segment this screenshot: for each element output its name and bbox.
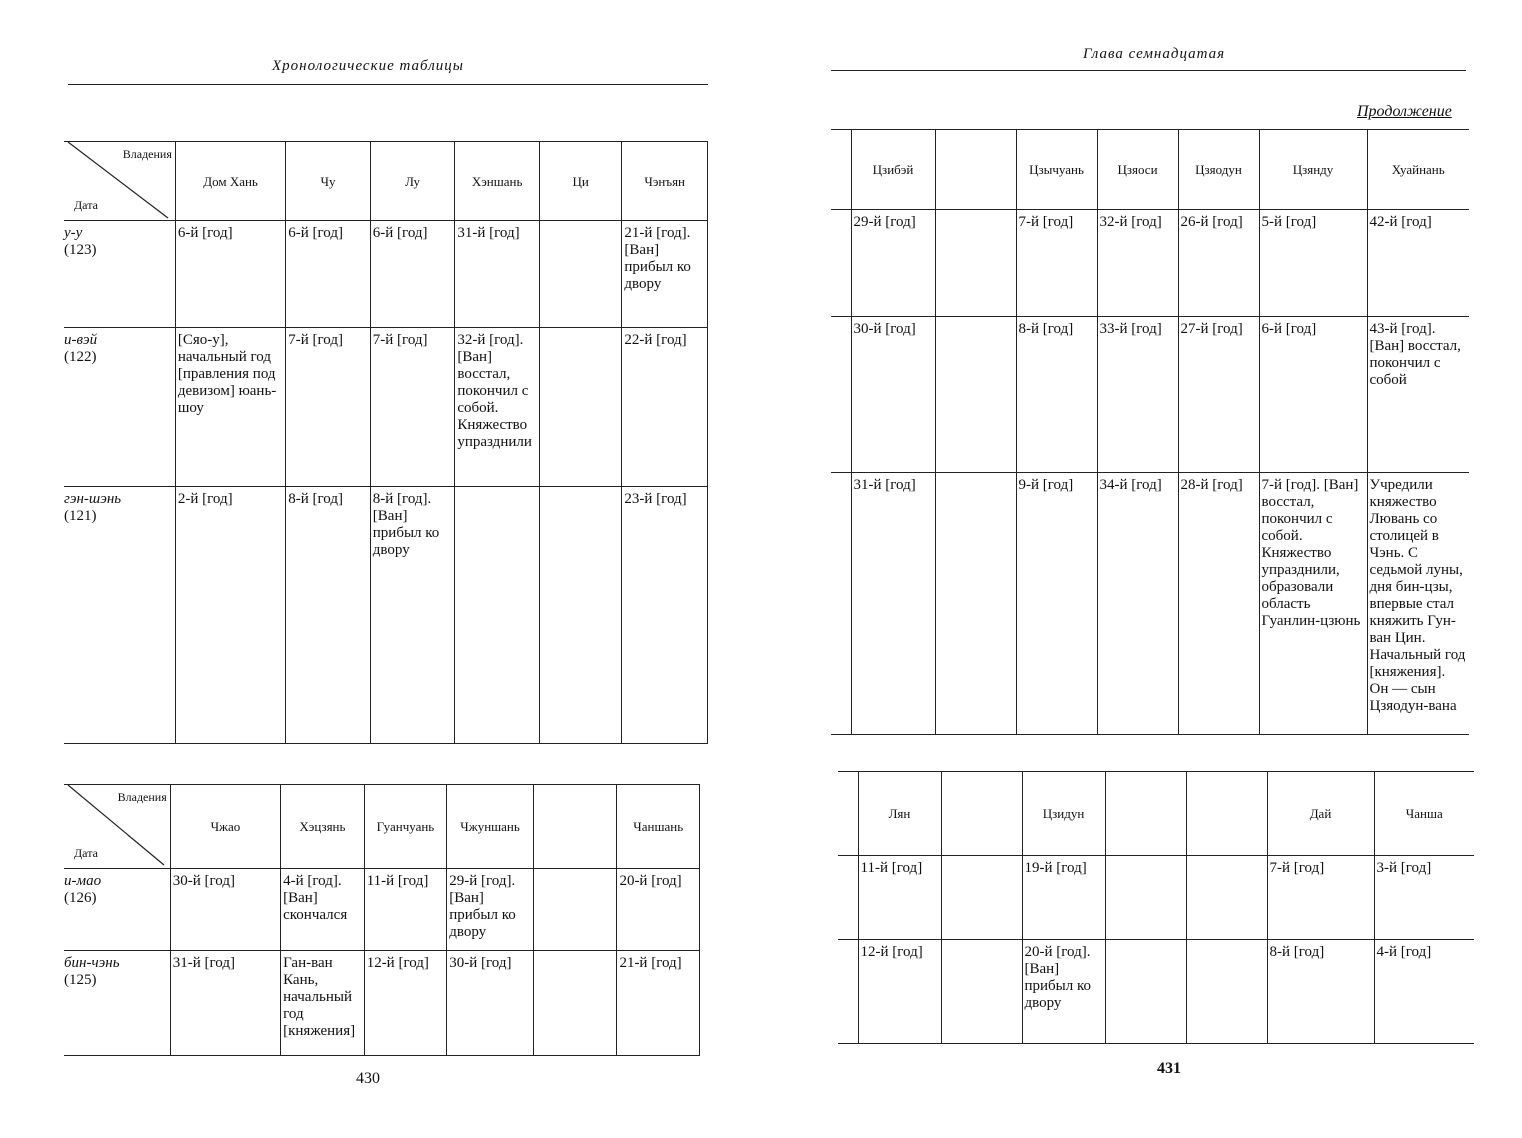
table-cell: 9-й [год]: [1016, 473, 1097, 735]
header-rule: [831, 70, 1466, 71]
column-header: Дай: [1267, 772, 1374, 856]
column-header: Цзычуань: [1016, 130, 1097, 210]
page-number: 430: [356, 1070, 380, 1087]
table-cell: [533, 951, 617, 1056]
table-row: [831, 317, 1469, 473]
table-row: [64, 869, 700, 951]
table-header-row: [831, 130, 1469, 210]
table-cell: 32-й [год]. [Ван] восстал, покончил с собой. Княжество упразднили: [455, 328, 540, 487]
table-cell: 20-й [год]: [617, 869, 700, 951]
column-header: Дом Хань: [175, 142, 285, 221]
margin-cell: [838, 772, 858, 856]
margin-cell: [838, 940, 858, 1044]
table-cell: 31-й [год]: [455, 221, 540, 328]
running-header: Глава семнадцатая: [1083, 46, 1226, 62]
column-header: [941, 772, 1022, 856]
table-cell: 2-й [год]: [175, 487, 285, 744]
table-row: [831, 473, 1469, 735]
column-header: Чжуншань: [447, 785, 534, 869]
table-header-row: [64, 785, 700, 869]
chronology-table-1: [64, 141, 708, 744]
continuation-label: Продолжение: [1357, 103, 1452, 120]
chronology-table-3: [831, 129, 1469, 735]
date-cell: [64, 869, 170, 951]
table-cell: 33-й [год]: [1097, 317, 1178, 473]
table-cell: 28-й [год]: [1178, 473, 1259, 735]
table-cell: 8-й [год]: [286, 487, 371, 744]
page-number: 431: [1157, 1060, 1181, 1077]
margin-cell: [831, 210, 851, 317]
column-header: Цзяодун: [1178, 130, 1259, 210]
table-cell: 26-й [год]: [1178, 210, 1259, 317]
date-label: Дата: [74, 198, 98, 212]
cyclic-date: бин-чэнь: [64, 955, 120, 971]
table-cell: 21-й [год]: [617, 951, 700, 1056]
column-header: Чу: [286, 142, 371, 221]
column-header: Ци: [539, 142, 622, 221]
table-cell: 23-й [год]: [622, 487, 708, 744]
table-cell: 29-й [год]. [Ван] прибыл ко двору: [447, 869, 534, 951]
table-cell: 22-й [год]: [622, 328, 708, 487]
table-cell: 7-й [год]: [286, 328, 371, 487]
column-header: Цзидун: [1022, 772, 1105, 856]
table-header-row: [838, 772, 1474, 856]
table-cell: 8-й [год]. [Ван] прибыл ко двору: [370, 487, 455, 744]
table-cell: 29-й [год]: [851, 210, 935, 317]
chronology-table-2: [64, 784, 700, 1056]
column-header: Чжао: [170, 785, 280, 869]
margin-cell: [831, 130, 851, 210]
date-cell: [64, 328, 175, 487]
table-row: [64, 487, 708, 744]
table-cell: [539, 328, 622, 487]
table-cell: [1105, 856, 1186, 940]
table-cell: 42-й [год]: [1367, 210, 1469, 317]
year-bc: (123): [64, 242, 97, 258]
margin-cell: [831, 473, 851, 735]
table-cell: 7-й [год]: [1267, 856, 1374, 940]
table-cell: 31-й [год]: [170, 951, 280, 1056]
table-cell: 4-й [год]. [Ван] скончался: [281, 869, 365, 951]
year-bc: (125): [64, 972, 97, 988]
year-bc: (122): [64, 349, 97, 365]
table-cell: 7-й [год]: [1016, 210, 1097, 317]
table-cell: [941, 856, 1022, 940]
margin-cell: [831, 317, 851, 473]
table-cell: 30-й [год]: [851, 317, 935, 473]
table-row: [838, 856, 1474, 940]
column-header: Цзянду: [1259, 130, 1367, 210]
column-header: Лян: [858, 772, 941, 856]
table-cell: [455, 487, 540, 744]
cyclic-date: гэн-шэнь: [64, 491, 122, 507]
table-cell: [1186, 940, 1267, 1044]
table-row: [831, 210, 1469, 317]
table-cell: 7-й [год]. [Ван] восстал, покончил с собой. Княжество упразднили, образовали область Гуанлин-цзюнь: [1259, 473, 1367, 735]
date-label: Дата: [74, 846, 98, 860]
date-cell: [64, 221, 175, 328]
table-cell: 34-й [год]: [1097, 473, 1178, 735]
column-header: [533, 785, 617, 869]
table-cell: 7-й [год]: [370, 328, 455, 487]
table-cell: 12-й [год]: [364, 951, 447, 1056]
column-header: Хэцзянь: [281, 785, 365, 869]
column-header: Гуанчуань: [364, 785, 447, 869]
column-header: Хуайнань: [1367, 130, 1469, 210]
table-cell: 31-й [год]: [851, 473, 935, 735]
table-cell: 6-й [год]: [1259, 317, 1367, 473]
table-cell: 8-й [год]: [1267, 940, 1374, 1044]
column-header: [1105, 772, 1186, 856]
table-cell: 21-й [год]. [Ван] прибыл ко двору: [622, 221, 708, 328]
table-cell: 27-й [год]: [1178, 317, 1259, 473]
table-cell: 4-й [год]: [1374, 940, 1474, 1044]
table-cell: 32-й [год]: [1097, 210, 1178, 317]
table-cell: [935, 317, 1016, 473]
column-header: Хэншань: [455, 142, 540, 221]
table-row: [64, 221, 708, 328]
year-bc: (121): [64, 508, 97, 524]
table-cell: [539, 487, 622, 744]
column-header: [1186, 772, 1267, 856]
column-header: Чаншань: [617, 785, 700, 869]
table-cell: [Сяо-у], начальный год [правления под девизом] юань-шоу: [175, 328, 285, 487]
table-cell: Учредили княжество Лювань со столицей в Чэнь. С седьмой луны, дня бин-цзы, впервые стал княжить Гун-ван Цин. Начальный год [княжения]. Он — сын Цзяодун-вана: [1367, 473, 1469, 735]
date-cell: [64, 487, 175, 744]
table-cell: [539, 221, 622, 328]
cyclic-date: и-вэй: [64, 332, 98, 348]
table-cell: [935, 473, 1016, 735]
table-cell: Ган-ван Кань, начальный год [княжения]: [281, 951, 365, 1056]
column-header: Цзибэй: [851, 130, 935, 210]
table-row: [64, 951, 700, 1056]
table-cell: 6-й [год]: [175, 221, 285, 328]
column-header: [935, 130, 1016, 210]
cyclic-date: и-мао: [64, 873, 102, 889]
column-header: Чэнъян: [622, 142, 708, 221]
table-cell: 20-й [год]. [Ван] прибыл ко двору: [1022, 940, 1105, 1044]
right-page: [761, 0, 1522, 1138]
column-header: Чанша: [1374, 772, 1474, 856]
table-cell: [941, 940, 1022, 1044]
year-bc: (126): [64, 890, 97, 906]
table-row: [64, 328, 708, 487]
table-cell: 8-й [год]: [1016, 317, 1097, 473]
cyclic-date: у-у: [64, 225, 83, 241]
date-cell: [64, 951, 170, 1056]
table-header-row: [64, 142, 708, 221]
table-cell: [533, 869, 617, 951]
corner-cell: [64, 785, 170, 869]
table-cell: 11-й [год]: [858, 856, 941, 940]
table-cell: 30-й [год]: [170, 869, 280, 951]
table-cell: 11-й [год]: [364, 869, 447, 951]
corner-cell: [64, 142, 175, 221]
table-cell: 30-й [год]: [447, 951, 534, 1056]
column-header: Лу: [370, 142, 455, 221]
table-cell: 3-й [год]: [1374, 856, 1474, 940]
chronology-table-4: [838, 771, 1474, 1044]
column-header: Цзяоси: [1097, 130, 1178, 210]
header-rule: [68, 84, 708, 85]
table-cell: 12-й [год]: [858, 940, 941, 1044]
table-cell: 6-й [год]: [286, 221, 371, 328]
table-cell: 5-й [год]: [1259, 210, 1367, 317]
running-header: Хронологические таблицы: [272, 58, 464, 74]
table-cell: 19-й [год]: [1022, 856, 1105, 940]
table-cell: 6-й [год]: [370, 221, 455, 328]
table-row: [838, 940, 1474, 1044]
table-cell: [1105, 940, 1186, 1044]
owner-label: Владения: [117, 790, 167, 804]
table-cell: 43-й [год]. [Ван] восстал, покончил с собой: [1367, 317, 1469, 473]
owner-label: Владения: [122, 147, 172, 161]
table-cell: [935, 210, 1016, 317]
table-cell: [1186, 856, 1267, 940]
margin-cell: [838, 856, 858, 940]
